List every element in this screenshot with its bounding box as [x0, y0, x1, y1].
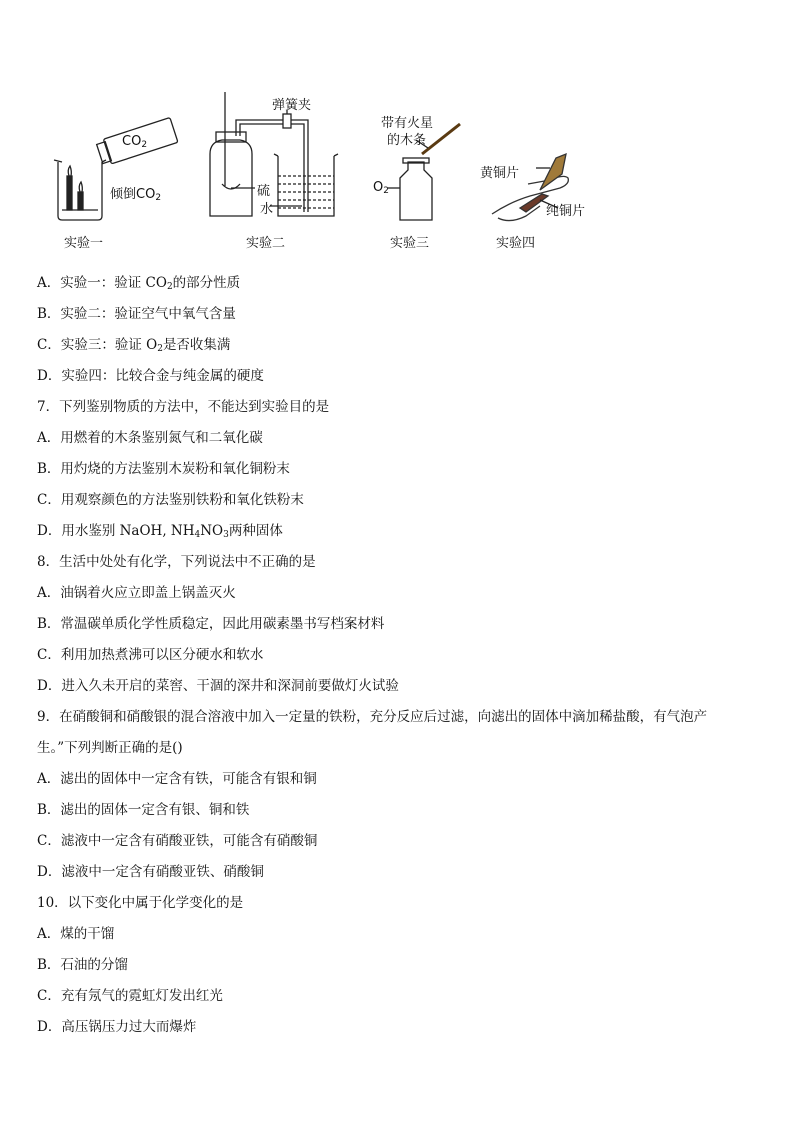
q6-option-c: C．实验三：验证 $O_2$是否收集满: [37, 337, 231, 354]
q6-option-a: A．实验一：验证 $CO_2$的部分性质: [37, 275, 241, 292]
q10-option-a: A．煤的干馏: [37, 926, 115, 942]
q10-stem: 10．以下变化中属于化学变化的是: [37, 895, 244, 911]
q7-option-b: B．用灼烧的方法鉴别木炭粉和氧化铜粉末: [37, 461, 290, 477]
q8-stem: 8．生活中处处有化学，下列说法中不正确的是: [37, 554, 316, 570]
q8-option-c: C．利用加热煮沸可以区分硬水和软水: [37, 647, 264, 663]
spring-clip-label: 弹簧夹: [272, 98, 312, 113]
co2-jar-label: $CO_2$: [122, 134, 148, 150]
caption-experiment-3: 实验三: [390, 236, 430, 251]
water-label: 水: [260, 202, 274, 217]
pure-copper-label: 纯铜片: [546, 204, 586, 219]
q9-stem-line2: 生。”下列判断正确的是(): [37, 740, 183, 756]
question-body: [37, 268, 757, 1043]
experiment-figure: [40, 84, 600, 256]
q7-option-a: A．用燃着的木条鉴别氮气和二氧化碳: [37, 430, 263, 446]
q9-option-d: D．滤液中一定含有硝酸亚铁、硝酸铜: [37, 864, 264, 880]
q6-option-d: D．实验四：比较合金与纯金属的硬度: [37, 368, 264, 384]
brass-label: 黄铜片: [480, 166, 520, 181]
pour-co2-label: 倾倒$CO_2$: [110, 187, 162, 203]
q10-option-c: C．充有氖气的霓虹灯发出红光: [37, 988, 223, 1004]
o2-label: $O_2$: [373, 180, 389, 196]
q9-option-b: B．滤出的固体一定含有银、铜和铁: [37, 802, 250, 818]
caption-experiment-4: 实验四: [496, 236, 536, 251]
caption-experiment-1: 实验一: [64, 236, 104, 251]
sulfur-label: 硫: [257, 184, 271, 199]
q6-option-b: B．实验二：验证空气中氧气含量: [37, 306, 236, 322]
q9-option-a: A．滤出的固体中一定含有铁，可能含有银和铜: [37, 771, 317, 787]
q9-stem-line1: 9．在硝酸铜和硝酸银的混合溶液中加入一定量的铁粉，充分反应后过滤，向滤出的固体中滴加稀盐酸，有气泡产: [37, 709, 708, 725]
q8-option-d: D．进入久未开启的菜窖、干涸的深井和深洞前要做灯火试验: [37, 678, 399, 694]
caption-experiment-2: 实验二: [246, 236, 286, 251]
q7-option-d: D．用水鉴别 NaOH, $NH_4NO_3$两种固体: [37, 523, 283, 540]
q10-option-d: D．高压锅压力过大而爆炸: [37, 1019, 197, 1035]
q7-stem: 7．下列鉴别物质的方法中，不能达到实验目的是: [37, 399, 330, 415]
q8-option-a: A．油锅着火应立即盖上锅盖灭火: [37, 585, 236, 601]
q9-option-c: C．滤液中一定含有硝酸亚铁，可能含有硝酸铜: [37, 833, 318, 849]
q8-option-b: B．常温碳单质化学性质稳定，因此用碳素墨书写档案材料: [37, 616, 385, 632]
glowing-stick-label-line1: 带有火星: [381, 116, 434, 131]
glowing-stick-label-line2: 的木条: [387, 133, 427, 148]
q10-option-b: B．石油的分馏: [37, 957, 128, 973]
q7-option-c: C．用观察颜色的方法鉴别铁粉和氧化铁粉末: [37, 492, 304, 508]
